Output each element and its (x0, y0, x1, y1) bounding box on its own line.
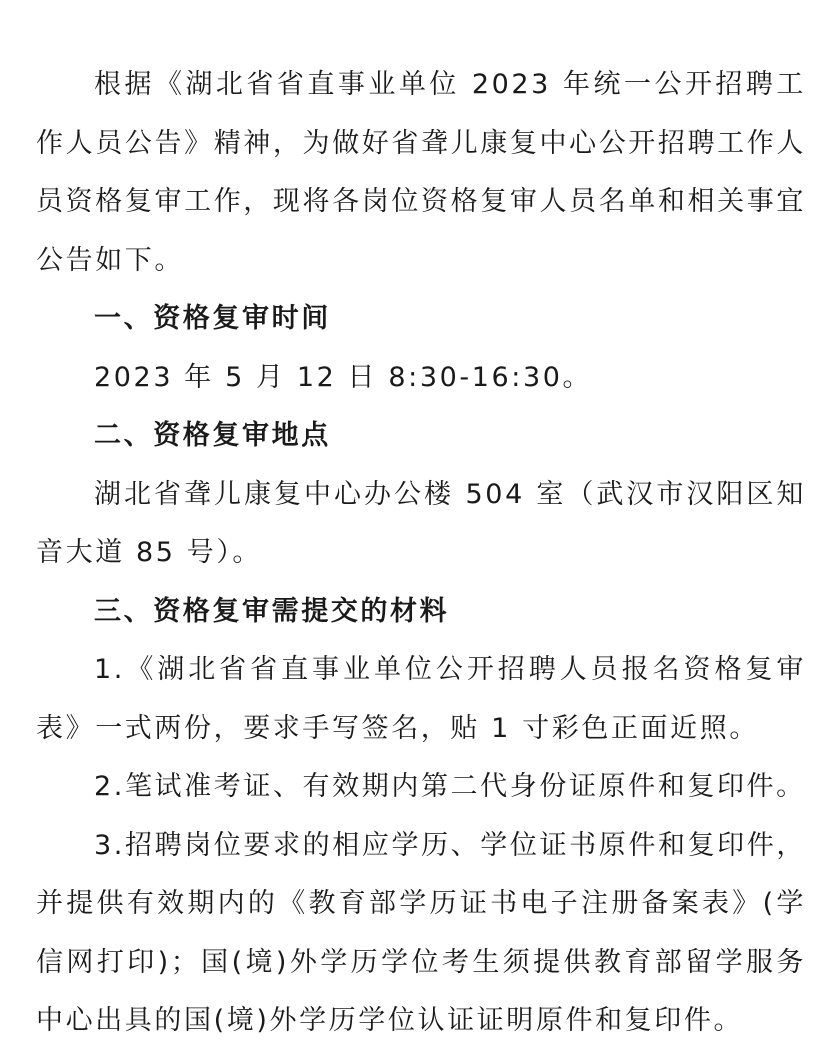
section-heading-location: 二、资格复审地点 (94, 420, 331, 451)
review-time-text: 2023 年 5 月 12 日 8:30-16:30。 (94, 361, 593, 393)
review-location-text: 湖北省聋儿康复中心办公楼 504 室（武汉市汉阳区知音大道 85 号）。 (36, 478, 806, 568)
materials-item-3: 3.招聘岗位要求的相应学历、学位证书原件和复印件，并提供有效期内的《教育部学历证书电子注册备案表》(学信网打印)；国(境)外学历学位考生须提供教育部留学服务中心出具的国(境)外学历学位认证证明原件和复印件。 (36, 829, 806, 1036)
section-heading-time: 一、资格复审时间 (94, 303, 331, 334)
materials-item-2: 2.笔试准考证、有效期内第二代身份证原件和复印件。 (94, 771, 806, 802)
intro-paragraph: 根据《湖北省省直事业单位 2023 年统一公开招聘工作人员公告》精神，为做好省聋儿康复中心公开招聘工作人员资格复审工作，现将各岗位资格复审人员名单和相关事宜公告如下。 (36, 69, 806, 276)
section-heading-materials: 三、资格复审需提交的材料 (94, 595, 450, 627)
materials-item-1: 1.《湖北省省直事业单位公开招聘人员报名资格复审表》一式两份，要求手写签名，贴 1 寸彩色正面近照。 (36, 654, 806, 744)
announcement-document (36, 56, 806, 1051)
